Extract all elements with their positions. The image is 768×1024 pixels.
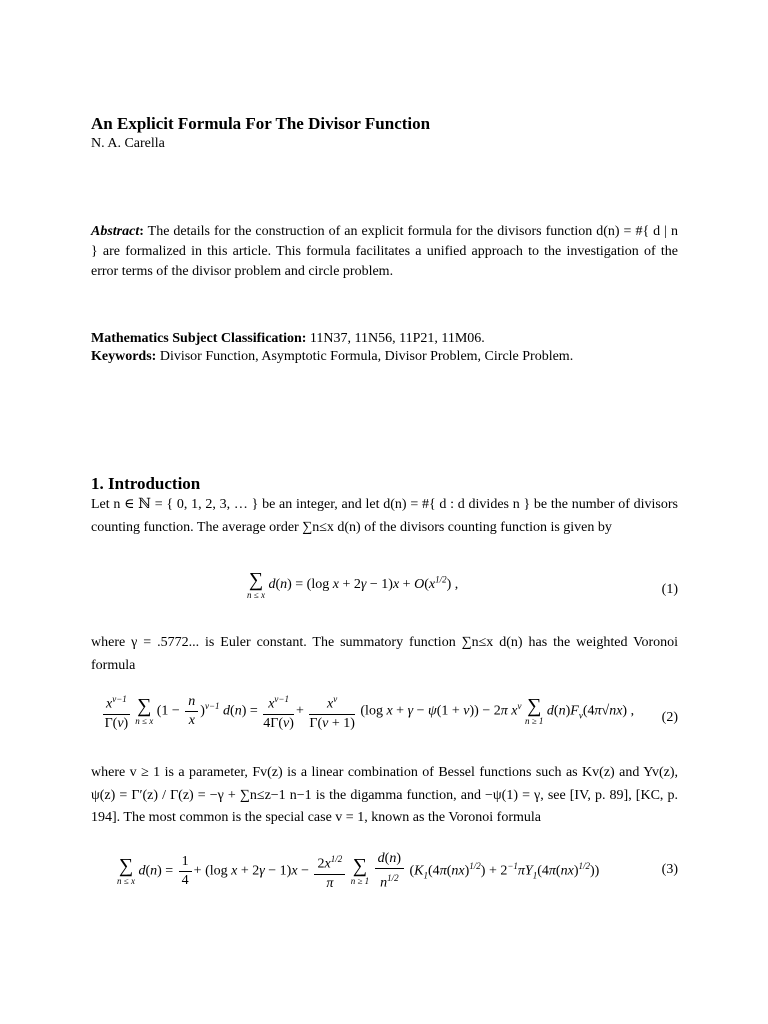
section-heading: 1. Introduction	[91, 474, 201, 493]
equation-2	[91, 690, 678, 750]
author-name: N. A. Carella	[91, 136, 165, 151]
equation-3-formula: ∑ n ≤ x d(n) = $\frac{1}{4}$ + (log x + 2γ − 1)x − $\frac{2x^{1/2}}{\pi}$ ∑ n ≥ 1 $\frac{d(n)}{n^{1/2}}$ $(K_1(4\pi(nx)^{1/2}) + 2^{-1}\pi Y_1(4\pi(nx)^{1/2}))$	[117, 851, 600, 891]
equation-2-formula: $\frac{x^{v-1}}{\Gamma(v)}$ ∑ n ≤ x (1 − $\frac{n}{x}$ )$^{v-1}$ d(n) = $\frac{x^{v-1}}{4\Gamma(v)}$ + $\frac{x^v}{\Gamma(v + 1)}$ (log x + γ − ψ(1 + v)) − 2π $x^v$ ∑ n ≥ 1 $d(n)F_v(4\pi√nx)$ ,	[101, 690, 634, 733]
abstract-label: Abstract	[91, 224, 140, 239]
equation-1	[91, 566, 678, 626]
abstract: Abstract: The details for the construction of an explicit formula for the divisors function d(n) = #{ d | n } are formalized in this article. This formula facilitates a unified approach to the investigation of the error terms of the divisor problem and circle problem.	[91, 224, 678, 279]
equation-3	[91, 842, 678, 902]
keywords-label: Keywords:	[91, 349, 157, 364]
classification-value: 11N37, 11N56, 11P21, 11M06.	[309, 331, 485, 346]
abstract-text: The details for the construction of an explicit formula for the divisors function d(n) = #{ d | n } are formalized in this article. This formula facilitates a unified approach to the investigation of the error terms of the divisor problem and circle problem.	[91, 224, 678, 279]
equation-2-number: (2)	[661, 710, 678, 725]
intro-paragraph-3: where v ≥ 1 is a parameter, Fv(z) is a linear combination of Bessel functions such as Kv(z) and Yv(z), ψ(z) = Γ′(z) / Γ(z) = −γ + ∑n≤z−1 n−1 is the digamma function, and −ψ(1) = γ, see [IV, p. 89], [KC, p. 194]. The most common is the special case v = 1, known as the Voronoi formula	[91, 765, 678, 825]
keywords	[91, 349, 573, 365]
intro-paragraph-1: Let n ∈ ℕ = { 0, 1, 2, 3, … } be an integer, and let d(n) = #{ d : d divides n } be the number of divisors counting function. The average order ∑n≤x d(n) of the divisors counting function is given by	[91, 497, 678, 535]
paper-title: An Explicit Formula For The Divisor Function	[91, 114, 431, 133]
intro-paragraph-2: where γ = .5772... is Euler constant. The summatory function ∑n≤x d(n) has the weighted Voronoi formula	[91, 635, 678, 673]
keywords-value: Divisor Function, Asymptotic Formula, Divisor Problem, Circle Problem.	[159, 349, 574, 364]
equation-1-number: (1)	[661, 582, 678, 597]
subject-classification	[91, 331, 485, 347]
equation-3-number: (3)	[661, 862, 678, 877]
equation-1-formula: ∑ n ≤ x d(n) = (log $x + 2\gamma - 1)x + O(x^{1/2})$ ,	[247, 569, 459, 600]
classification-label: Mathematics Subject Classification:	[91, 331, 307, 346]
